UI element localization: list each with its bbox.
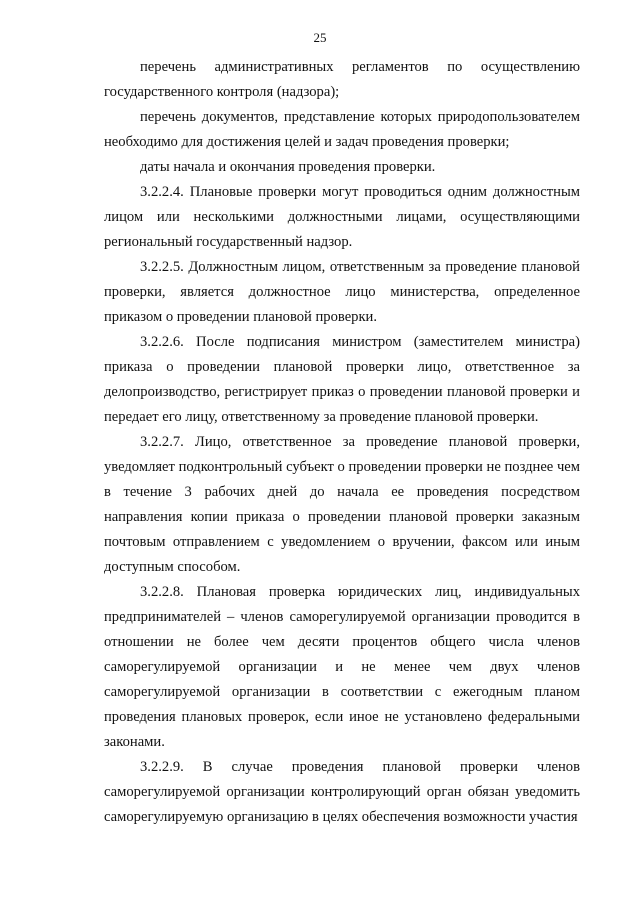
paragraph-3-2-2-7: 3.2.2.7. Лицо, ответственное за проведение плановой проверки, уведомляет подконтрольный субъект о проведении проверки не позднее чем в течение 3 рабочих дней до начала ее проведения посредством направления копии приказа о проведении плановой проверки заказным почтовым отправлением с уведомлением о вручении, факсом или иным доступным способом. [104, 434, 580, 575]
paragraph-3-2-2-9: 3.2.2.9. В случае проведения плановой проверки членов саморегулируемой организации контролирующий орган обязан уведомить саморегулируемую организацию в целях обеспечения возможности участия [104, 759, 580, 825]
paragraph-inspection-dates: даты начала и окончания проведения проверки. [140, 159, 436, 175]
document-body [104, 55, 580, 830]
paragraph-3-2-2-4: 3.2.2.4. Плановые проверки могут проводиться одним должностным лицом или несколькими должностными лицами, осуществляющими региональный государственный надзор. [104, 184, 580, 250]
paragraph-documents-list: перечень документов, представление которых природопользователем необходимо для достижения целей и задач проведения проверки; [104, 109, 580, 150]
paragraph-3-2-2-8: 3.2.2.8. Плановая проверка юридических лиц, индивидуальных предпринимателей – членов саморегулируемой организации проводится в отношении не более чем десяти процентов общего числа членов саморегулируемой организации и не менее чем двух членов саморегулируемой организации в соответствии с ежегодным планом проведения плановых проверок, если иное не установлено федеральными законами. [104, 584, 580, 750]
paragraph-3-2-2-5: 3.2.2.5. Должностным лицом, ответственным за проведение плановой проверки, является должностное лицо министерства, определенное приказом о проведении плановой проверки. [104, 259, 580, 325]
paragraph-admin-regulations-list: перечень административных регламентов по осуществлению государственного контроля (надзора); [104, 59, 580, 100]
paragraph-3-2-2-6: 3.2.2.6. После подписания министром (заместителем министра) приказа о проведении плановой проверки лицо, ответственное за делопроизводство, регистрирует приказ о проведении плановой проверки и передает его лицу, ответственному за проведение плановой проверки. [104, 334, 580, 425]
page-number: 25 [313, 30, 327, 45]
